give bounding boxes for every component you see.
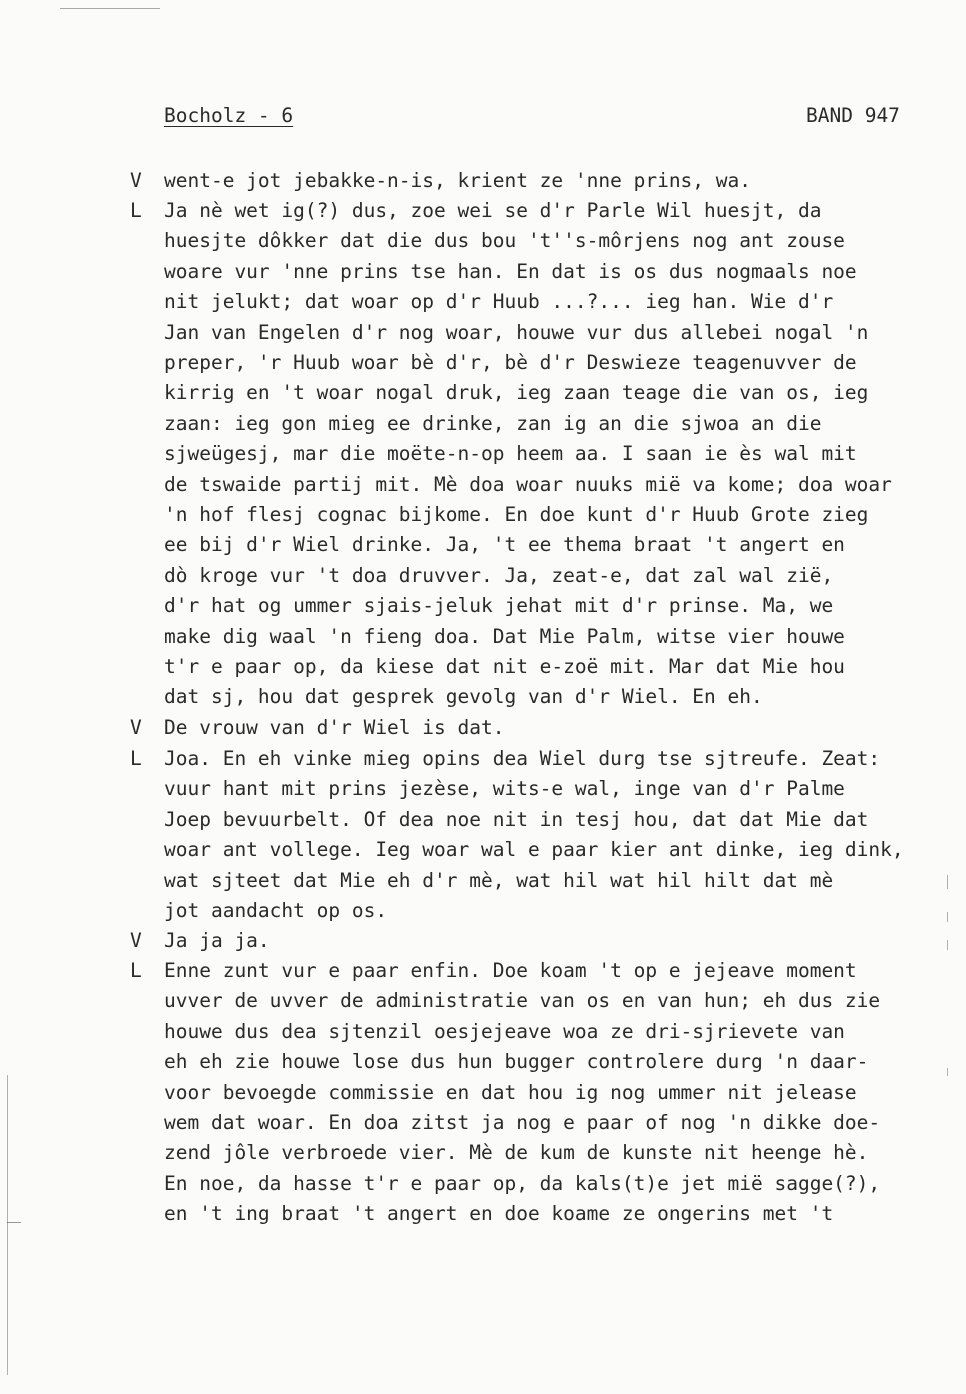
text-line: zaan: ieg gon mieg ee drinke, zan ig an die sjwoa an die <box>164 411 822 435</box>
text-line: Joep bevuurbelt. Of dea noe nit in tesj hou, dat dat Mie dat <box>164 807 869 831</box>
text-line: Ja ja ja. <box>164 929 270 952</box>
text-line: dat sj, hou dat gesprek gevolg van d'r Wiel. En eh. <box>164 685 763 709</box>
text-line: wem dat woar. En doa zitst ja nog e paar of nog 'n dikke doe- <box>164 1111 881 1134</box>
text-line: voor bevoegde commissie en dat hou ig nog ummer nit jelease <box>164 1080 857 1104</box>
speaker-label: L <box>130 959 142 982</box>
text-line: kirrig en 't woar nogal druk, ieg zaan teage die van os, ieg <box>164 381 869 405</box>
scan-artifact-top <box>60 8 160 9</box>
text-line: sjweügesj, mar die moëte-n-op heem aa. I saan ie ès wal mit <box>164 442 857 466</box>
text-line: Joa. En eh vinke mieg opins dea Wiel durg tse sjtreufe. Zeat: <box>164 747 881 770</box>
text-line: houwe dus dea sjtenzil oesjejeave woa ze dri-sjrievete van <box>164 1019 845 1043</box>
speaker-label: L <box>130 747 142 770</box>
text-line: went-e jot jebakke-n-is, krient ze 'nne prins, wa. <box>164 169 751 192</box>
scan-artifact-left-line <box>7 1075 8 1375</box>
speaker-label: V <box>130 716 142 739</box>
scan-artifact-right-mark <box>947 912 948 922</box>
text-line: en 't ing braat 't angert en doe koame ze ongerins met 't <box>164 1202 834 1226</box>
text-line: De vrouw van d'r Wiel is dat. <box>164 716 505 739</box>
text-line: preper, 'r Huub woar bè d'r, bè d'r Deswieze teagenuvver de <box>164 351 857 374</box>
text-line: woar ant vollege. Ieg woar wal e paar kier ant dinke, ieg dink, <box>164 838 904 862</box>
text-line: d'r hat og ummer sjais-jeluk jehat mit d'r prinse. Ma, we <box>164 594 834 618</box>
text-line: uvver de uvver de administratie van os en van hun; eh dus zie <box>164 989 881 1013</box>
text-line: zend jôle verbroede vier. Mè de kum de kunste nit heenge hè. <box>164 1141 869 1165</box>
text-line: ee bij d'r Wiel drinke. Ja, 't ee thema braat 't angert en <box>164 533 845 557</box>
text-line: jot aandacht op os. <box>164 899 388 922</box>
text-line: nit jelukt; dat woar op d'r Huub ...?... ieg han. Wie d'r <box>164 290 834 314</box>
scan-artifact-right-mark <box>947 875 948 889</box>
text-line: En noe, da hasse t'r e paar op, da kals(t)e jet mië sagge(?), <box>164 1171 881 1195</box>
text-line: woare vur 'nne prins tse han. En dat is os dus nogmaals noe <box>164 259 857 283</box>
speaker-label: V <box>130 929 142 952</box>
text-line: wat sjteet dat Mie eh d'r mè, wat hil wat hil hilt dat mè <box>164 868 834 892</box>
speaker-label: V <box>130 169 142 192</box>
scan-artifact-right-mark <box>947 940 948 950</box>
text-line: make dig waal 'n fieng doa. Dat Mie Palm, witse vier houwe <box>164 624 845 648</box>
scan-artifact-right-mark <box>947 1068 948 1076</box>
header-left: Bocholz - 6 <box>164 104 294 127</box>
text-line: Ja nè wet ig(?) dus, zoe wei se d'r Parle Wil huesjt, da <box>164 199 822 222</box>
text-line: 'n hof flesj cognac bijkome. En doe kunt d'r Huub Grote zieg <box>164 503 869 526</box>
speaker-label: L <box>130 199 142 222</box>
text-line: eh eh zie houwe lose dus hun bugger controlere durg 'n daar- <box>164 1050 869 1074</box>
header-right: BAND 947 <box>806 104 900 127</box>
text-line: t'r e paar op, da kiese dat nit e-zoë mit. Mar dat Mie hou <box>164 655 845 678</box>
text-line: Enne zunt vur e paar enfin. Doe koam 't op e jejeave moment <box>164 959 857 982</box>
text-line: huesjte dôkker dat die dus bou 't''s-môrjens nog ant zouse <box>164 229 845 253</box>
text-line: Jan van Engelen d'r nog woar, houwe vur dus allebei nogal 'n <box>164 320 869 344</box>
text-line: dò kroge vur 't doa druvver. Ja, zeat-e, dat zal wal zië, <box>164 563 834 587</box>
text-line: de tswaide partij mit. Mè doa woar nuuks mië va kome; doa woar <box>164 472 892 496</box>
scan-artifact-left-tick <box>7 1222 21 1223</box>
text-line: vuur hant mit prins jezèse, wits-e wal, inge van d'r Palme <box>164 777 845 801</box>
